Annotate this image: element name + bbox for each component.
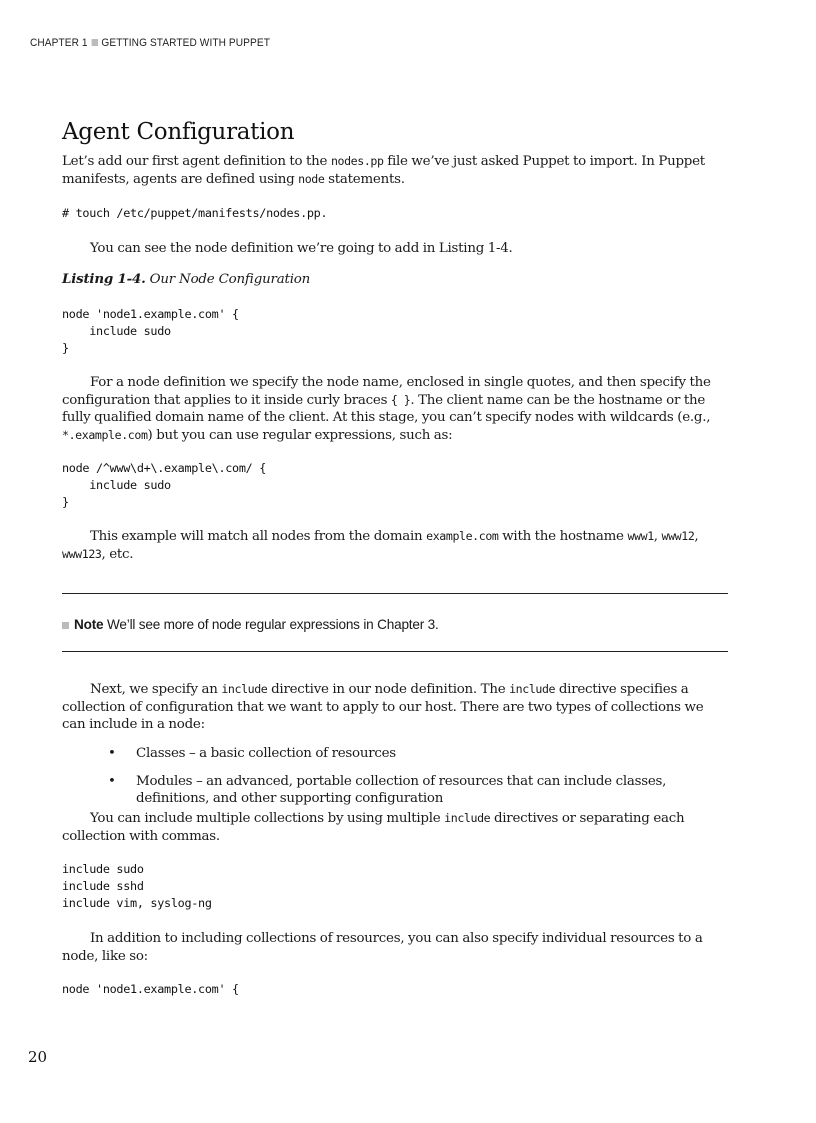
code-regex-node: node /^www\d+\.example\.com/ { include sudo } bbox=[62, 461, 267, 510]
note-text: We’ll see more of node regular expressions in Chapter 3. bbox=[103, 617, 439, 632]
text: Next, we specify an bbox=[90, 682, 222, 697]
inline-code: { } bbox=[390, 392, 411, 407]
text: directive specifies a collection of configuration that we want to apply to our host. There are two types of collections we can include in a node: bbox=[62, 682, 704, 733]
text: statements. bbox=[324, 171, 405, 187]
list-item bbox=[62, 745, 727, 763]
text: You can include multiple collections by using multiple bbox=[90, 811, 445, 826]
paragraph-regex-match bbox=[62, 528, 727, 563]
note-box bbox=[62, 617, 439, 632]
text: , bbox=[694, 529, 699, 544]
paragraph-listing-ref: You can see the node definition we’re going to add in Listing 1-4. bbox=[90, 241, 513, 256]
note-label: Note bbox=[74, 617, 104, 632]
code-include-examples: include sudo include sshd include vim, syslog-ng bbox=[62, 862, 212, 911]
paragraph-include-directive bbox=[62, 681, 727, 734]
paragraph-agent-intro bbox=[62, 153, 727, 188]
bullet-icon: • bbox=[108, 773, 116, 789]
text: This example will match all nodes from the domain bbox=[90, 529, 427, 544]
inline-code: example.com bbox=[426, 529, 499, 543]
text: file we’ve just asked Puppet to import. In Puppet manifests, agents are defined using bbox=[62, 154, 705, 187]
square-bullet-icon bbox=[91, 39, 97, 46]
list-item-text: Modules – an advanced, portable collection of resources that can include classes, definitions, and other supporting configuration bbox=[136, 773, 667, 807]
text: , bbox=[653, 529, 662, 544]
paragraph-node-definition bbox=[62, 374, 727, 444]
note-rule-bottom bbox=[62, 651, 728, 652]
note-rule-top bbox=[62, 593, 728, 594]
running-head bbox=[30, 37, 270, 49]
listing-caption bbox=[62, 271, 310, 287]
listing-title: Our Node Configuration bbox=[145, 272, 311, 287]
paragraph-multiple-includes bbox=[62, 810, 727, 845]
code-node-start: node 'node1.example.com' { bbox=[62, 982, 239, 996]
chapter-number: CHAPTER 1 bbox=[30, 37, 88, 49]
list-item bbox=[62, 773, 727, 808]
page-number: 20 bbox=[28, 1048, 48, 1066]
code-listing-node: node 'node1.example.com' { include sudo } bbox=[62, 307, 239, 356]
text: Let’s add our first agent definition to the bbox=[62, 154, 331, 169]
bullet-icon: • bbox=[108, 746, 116, 761]
inline-code: include bbox=[509, 682, 556, 696]
text: directives or separating each collection with commas. bbox=[62, 811, 685, 844]
text: . The client name can be the hostname or the fully qualified domain name of the client. At this stage, you can’t specify nodes with wildcards (e.g., bbox=[62, 392, 711, 426]
inline-code: include bbox=[444, 811, 491, 825]
inline-code: node bbox=[298, 171, 325, 186]
paragraph-individual-resources: In addition to including collections of resources, you can also specify individual resources to a node, like so: bbox=[62, 931, 703, 964]
text: directive in our node definition. The bbox=[267, 682, 510, 697]
text: ) but you can use regular expressions, such as: bbox=[147, 427, 453, 443]
inline-code: www12 bbox=[661, 529, 695, 543]
inline-code: include bbox=[221, 682, 268, 696]
section-title: Agent Configuration bbox=[62, 119, 295, 145]
inline-code: www123 bbox=[62, 546, 102, 561]
note-square-icon bbox=[62, 622, 69, 629]
listing-label: Listing 1-4. bbox=[62, 271, 146, 287]
code-touch-command: # touch /etc/puppet/manifests/nodes.pp. bbox=[62, 206, 328, 220]
inline-code: nodes.pp bbox=[330, 154, 384, 168]
inline-code: *.example.com bbox=[62, 427, 148, 442]
inline-code: www1 bbox=[627, 529, 654, 543]
list-item-text: Classes – a basic collection of resources bbox=[136, 746, 396, 761]
text: with the hostname bbox=[498, 529, 628, 544]
text: For a node definition we specify the node name, enclosed in single quotes, and then specify the configuration that applies to it inside curly braces bbox=[62, 375, 711, 408]
chapter-title: GETTING STARTED WITH PUPPET bbox=[101, 37, 270, 49]
text: , etc. bbox=[101, 546, 134, 562]
collection-types-list bbox=[62, 745, 727, 808]
